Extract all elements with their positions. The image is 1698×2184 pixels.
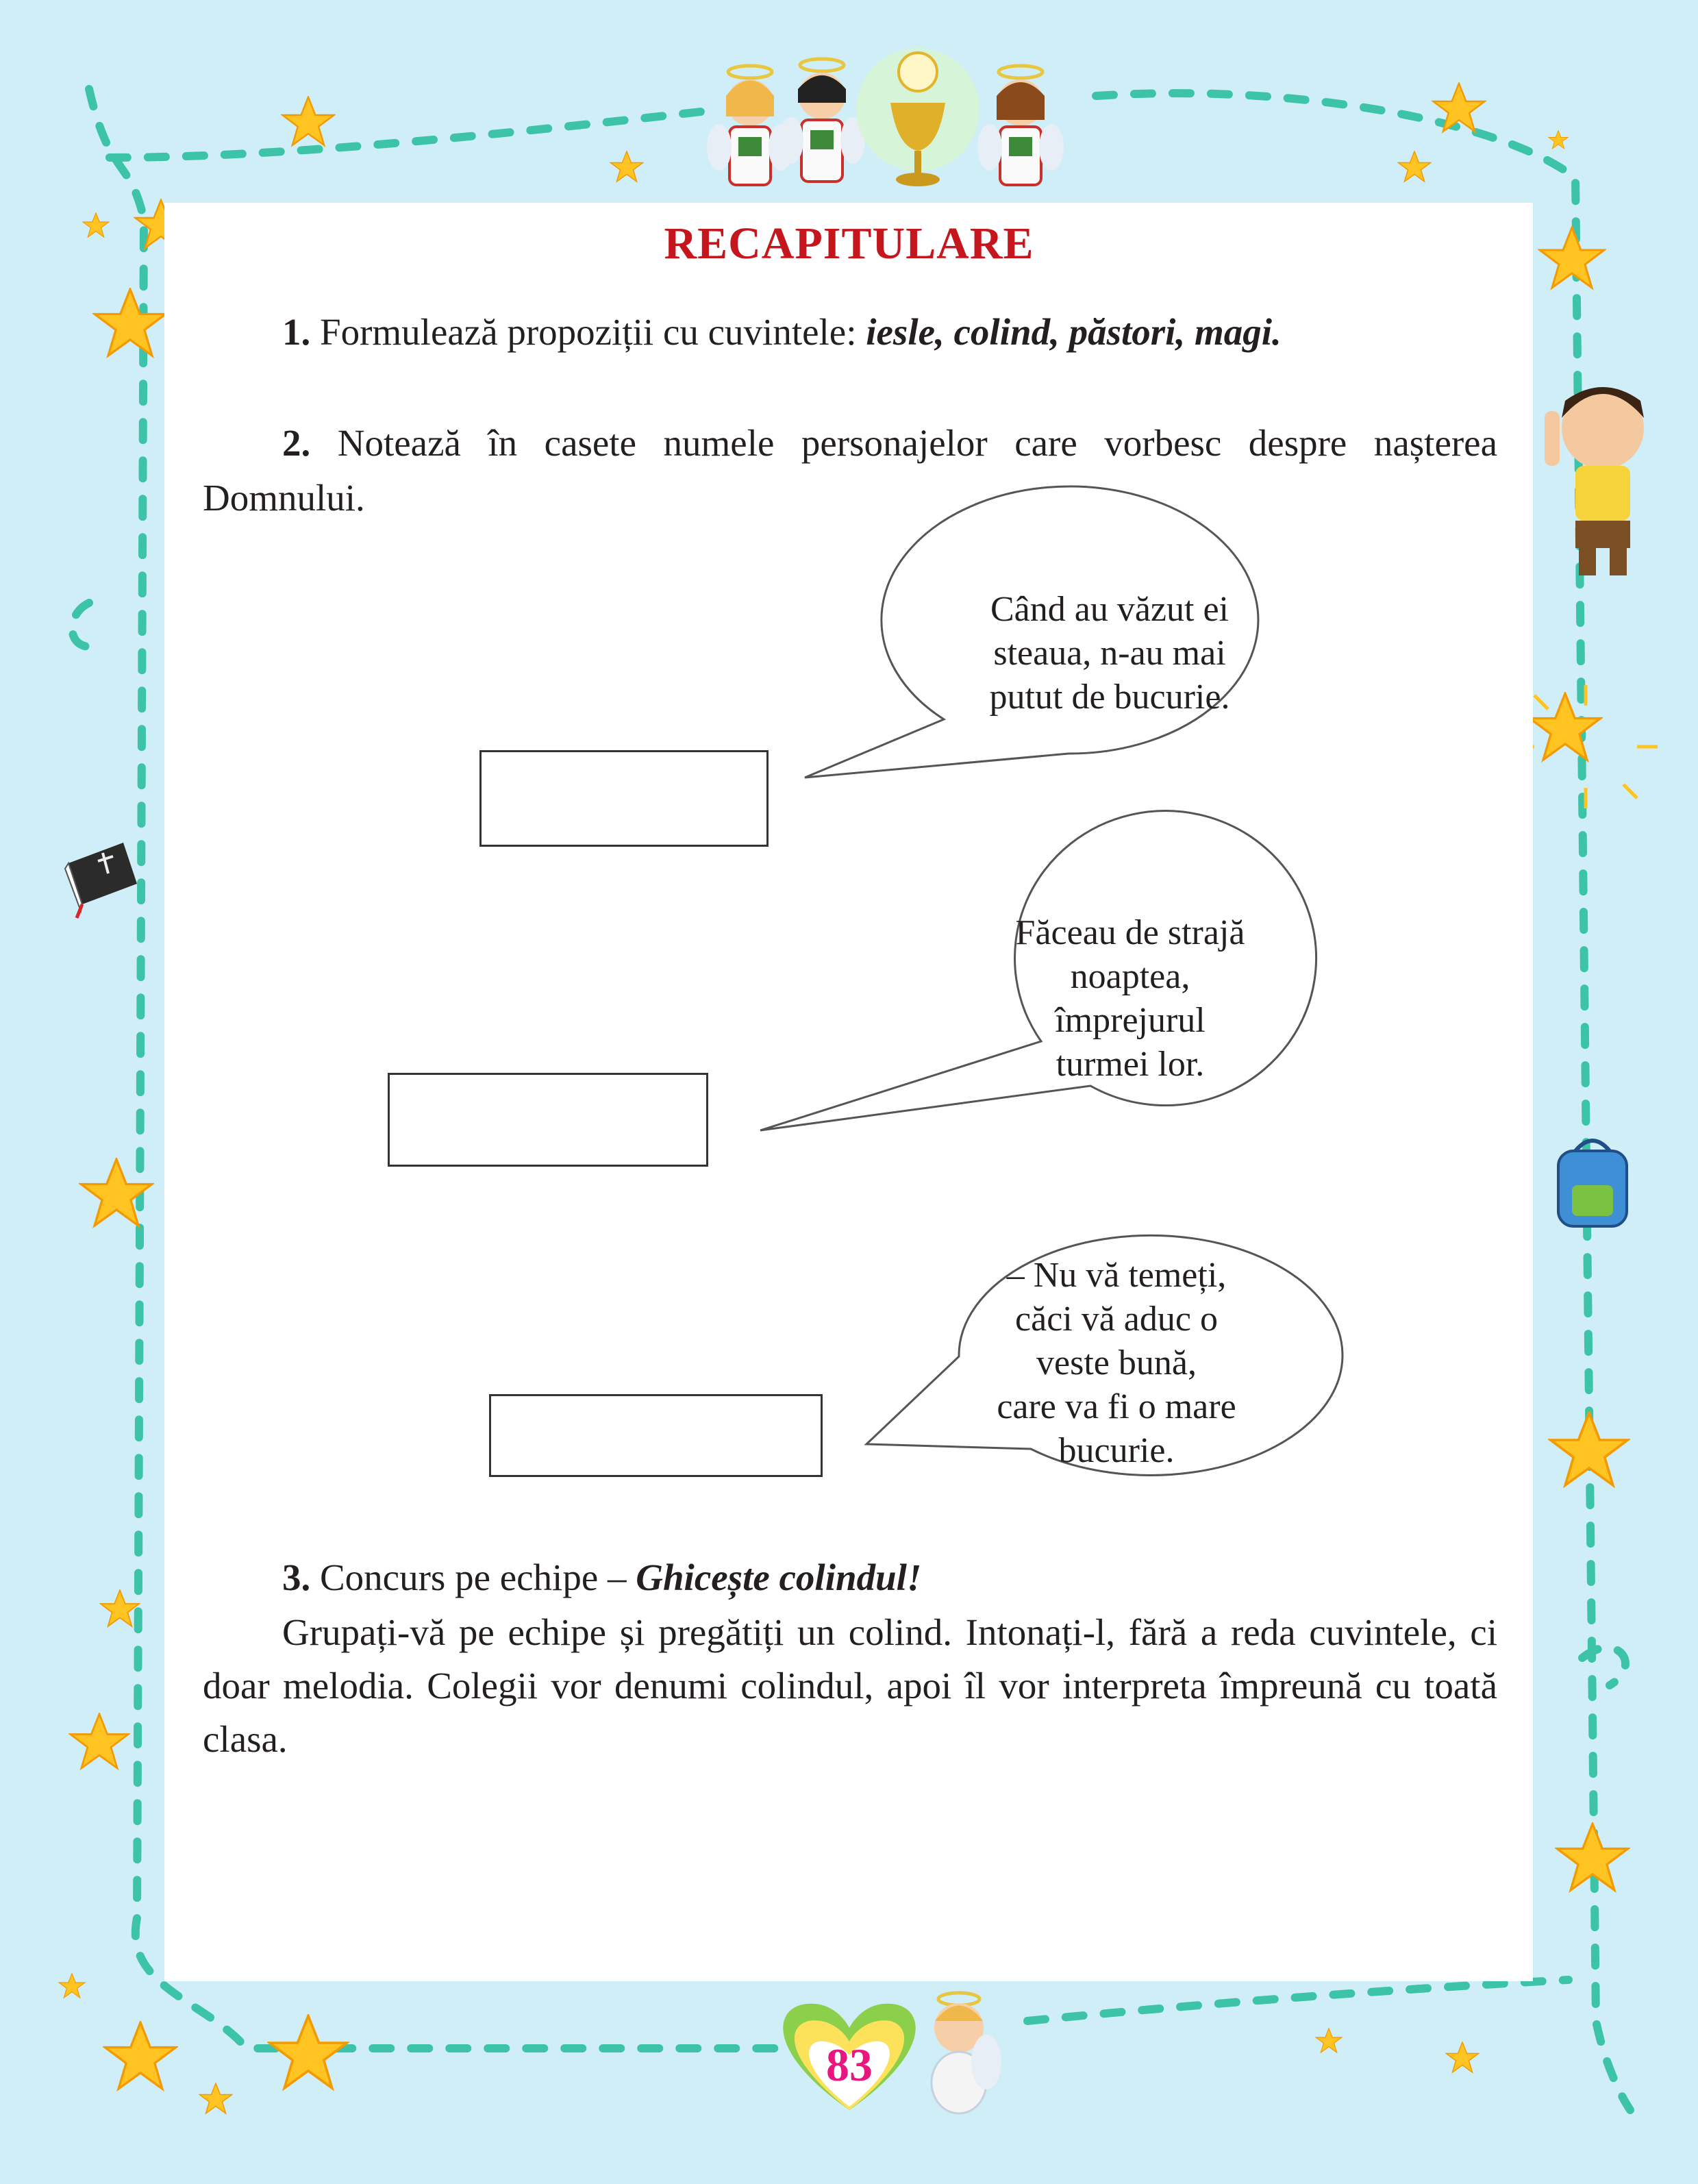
bubble-line: care va fi o mare (997, 1387, 1236, 1426)
page-title: RECAPITULARE (664, 219, 1034, 269)
bubble-line: Făceau de strajă (1015, 913, 1245, 952)
exercise-1-text: Formulează propoziții cu cuvintele: (320, 311, 866, 353)
exercise-3-number: 3. (282, 1556, 311, 1598)
exercise-3-title: Ghicește colindul! (636, 1556, 922, 1598)
bubble-line: noaptea, (1070, 957, 1190, 996)
bubble-line: turmei lor. (1056, 1045, 1205, 1084)
exercise-2-text: Notează în casete numele personajelor care vorbesc despre nașterea (337, 422, 1497, 464)
exercise-3-text: Concurs pe echipe – (310, 1556, 636, 1598)
bubble-line: veste bună, (1036, 1343, 1197, 1382)
exercise-3-body-text: Grupați-vă pe echipe și pregătiți un colind. Intonați-l, fără a reda cuvintele, ci doar melodia. Colegii vor denumi colindul, apoi îl vor interpreta împreună cu toată clasa. (203, 1611, 1497, 1760)
speech-bubble-2-text (986, 911, 1274, 1087)
answer-box-2[interactable] (388, 1073, 708, 1167)
exercise-2-continued: Domnului. (203, 477, 365, 519)
speech-bubble-1-text (938, 588, 1281, 719)
bubble-line: Când au văzut ei (990, 590, 1229, 629)
exercise-1-number: 1. (282, 311, 311, 353)
answer-box-3[interactable] (489, 1394, 823, 1477)
bubble-line: steaua, n-au mai (993, 634, 1226, 673)
exercise-3 (203, 1551, 1497, 1604)
bubble-line: – Nu vă temeți, (1006, 1256, 1227, 1295)
exercise-1-words: iesle, colind, păstori, magi. (866, 311, 1282, 353)
bubble-line: căci vă aduc o (1015, 1300, 1218, 1339)
speech-bubble-3-text (945, 1254, 1288, 1473)
bubble-line: putut de bucurie. (989, 678, 1230, 717)
page-number: 83 (826, 2039, 873, 2091)
bubble-line: împrejurul (1055, 1001, 1206, 1040)
answer-box-1[interactable] (479, 750, 769, 847)
exercise-2-number: 2. (282, 422, 311, 464)
exercise-3-body (203, 1606, 1497, 1766)
bubble-line: bucurie. (1058, 1431, 1175, 1470)
